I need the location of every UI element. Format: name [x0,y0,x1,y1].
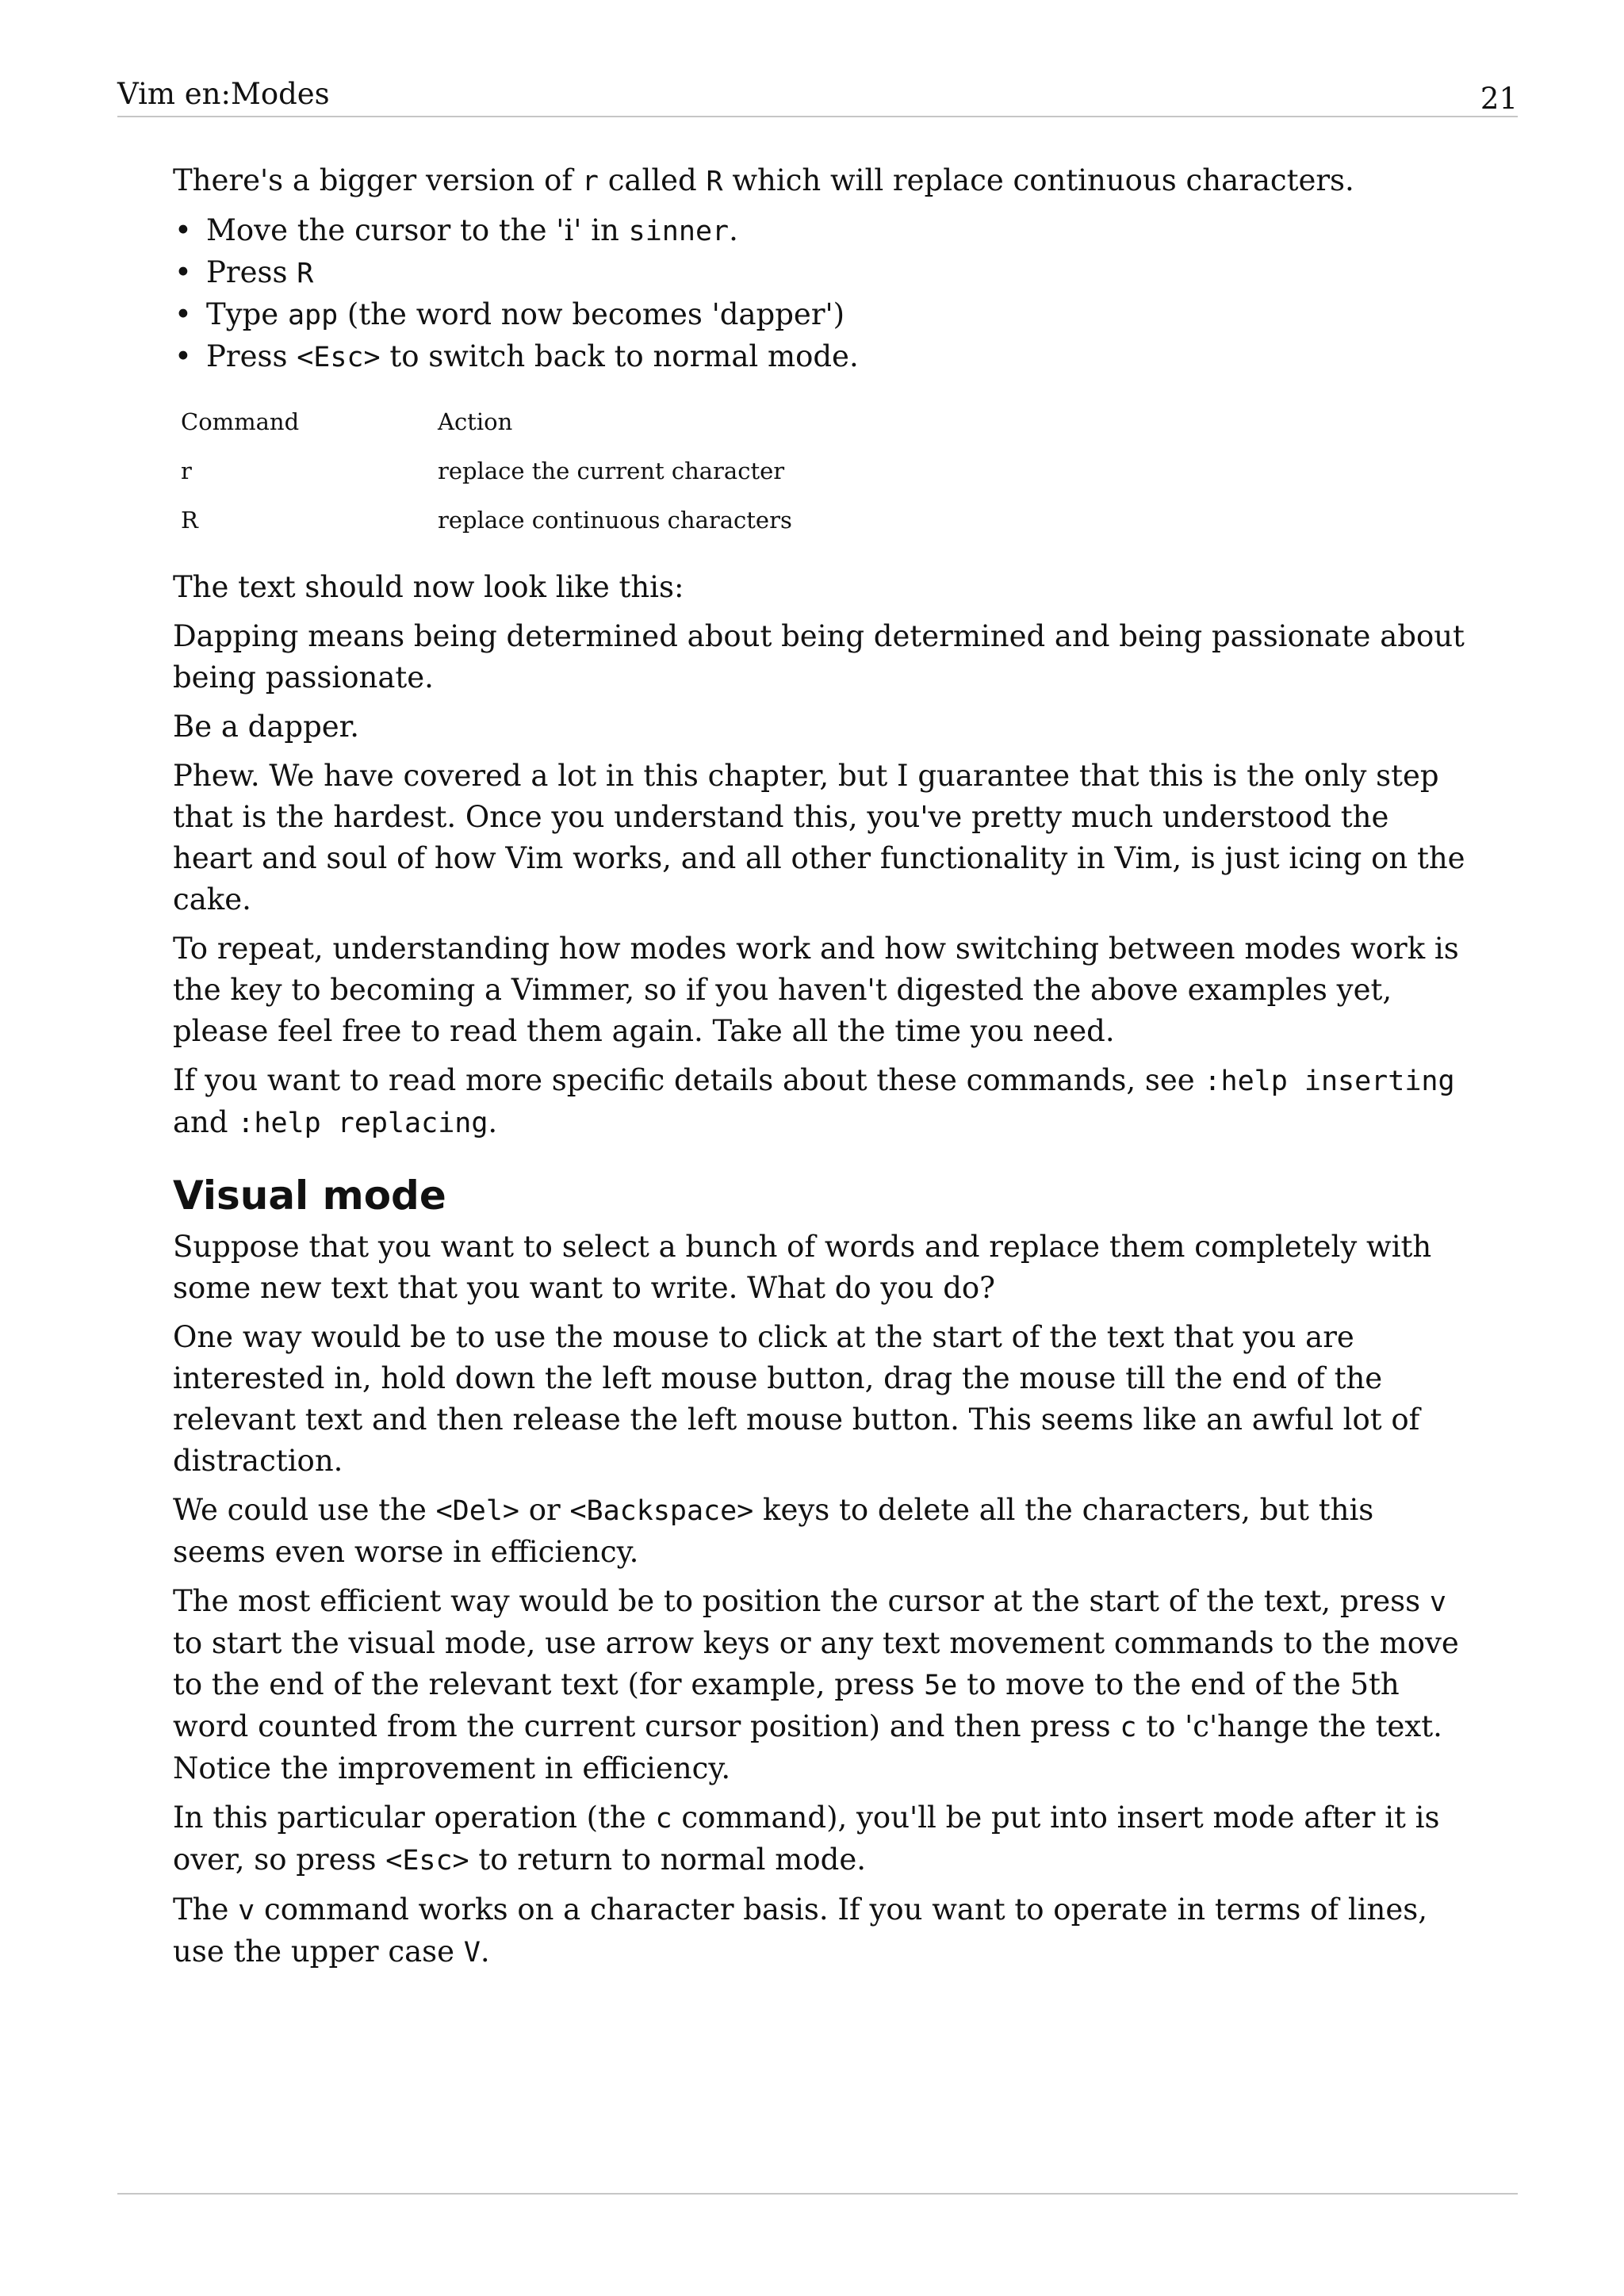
list-item [173,294,1473,336]
text-run: and [173,1105,238,1139]
table-header-cell: Command [181,408,300,435]
inline-code: v [1429,1586,1446,1618]
table-row [173,446,800,496]
text-run: to move to the end of the 5th word counted from the current cursor position) and then press [173,1667,1400,1743]
text-run: command), you'll be put into insert mode after it is over, so press [173,1800,1440,1877]
footer-rule [117,2193,1518,2195]
paragraph: One way would be to use the mouse to click at the start of the text that you are interested in, hold down the left mouse button, drag the mouse till the end of the relevant text and then release the left mouse button. This seems like an awful lot of distraction. [173,1320,1420,1478]
text-run: to start the visual mode, use arrow keys or any text movement commands to the move to the end of the relevant text (for example, press [173,1626,1459,1701]
command-table [173,397,800,545]
paragraph [173,1797,1473,1881]
section-heading: Visual mode [173,1173,446,1219]
inline-code: app [287,300,339,331]
table-header-cell: Action [438,408,513,435]
inline-code: :help inserting [1204,1066,1455,1097]
intro-paragraph [173,160,1473,202]
inline-code: <Esc> [385,1845,469,1877]
inline-code: :help replacing [237,1108,488,1139]
inline-code: V [463,1937,481,1969]
list-item [173,210,1473,252]
paragraph: To repeat, understanding how modes work and how switching between modes work is the key to becoming a Vimmer, so if you haven't digested the above examples yet, please feel free to read them again. Take all the time you need. [173,932,1459,1048]
inline-code: v [238,1895,255,1927]
inline-code: sinner [628,216,730,247]
inline-code: r [581,166,599,197]
paragraph: Dapping means being determined about being determined and being passionate about being passionate. [173,619,1465,695]
table-header-row [173,397,800,446]
inline-code: R [297,258,314,289]
text-run: called [598,163,707,197]
inline-code: <Del> [435,1495,519,1527]
text-run: We could use the [173,1493,436,1527]
text-run: In this particular operation (the [173,1800,656,1835]
text-run: . [488,1105,498,1139]
steps-list [173,210,1473,378]
text-run: or [519,1493,570,1527]
table-cell: replace the current character [438,457,785,484]
text-run: Move the cursor to the 'i' in [206,213,629,247]
inline-code: R [706,166,723,197]
text-run: . [729,213,738,247]
paragraph [173,1581,1473,1789]
text-run: There's a bigger version of [173,163,582,197]
running-title: Vim en:Modes [117,77,330,111]
list-item [173,252,1473,294]
paragraph: Be a dapper. [173,710,360,744]
inline-code: <Backspace> [569,1495,754,1527]
list-item [173,336,1473,378]
text-run: keys to delete all the characters, but this seems even worse in efficiency. [173,1493,1374,1569]
text-run: Press [206,255,297,289]
text-run: The most efficient way would be to position the cursor at the start of the text, press [173,1584,1430,1618]
inline-code: 5e [924,1670,958,1701]
text-run: which will replace continuous characters. [722,163,1354,197]
text-run: If you want to read more specific details about these commands, see [173,1063,1205,1097]
table-cell: r [181,457,192,484]
paragraph [173,1889,1473,1973]
paragraph [173,1060,1473,1144]
page-content [173,160,1473,1981]
page-header [117,75,1518,117]
inline-code: c [1120,1712,1137,1743]
table-cell: R [181,507,198,534]
text-run: The [173,1892,239,1927]
text-run: Type [206,297,288,331]
text-run: (the word now becomes 'dapper') [338,297,845,331]
text-run: to switch back to normal mode. [380,339,859,373]
table-cell: replace continuous characters [438,507,792,534]
inline-code: <Esc> [297,342,381,373]
text-run: . [480,1934,490,1969]
text-run: to return to normal mode. [469,1843,866,1877]
table-row [173,496,800,545]
inline-code: c [655,1803,672,1835]
page-number: 21 [1480,82,1518,116]
paragraph: Suppose that you want to select a bunch of words and replace them completely with some new text that you want to write. What do you do? [173,1230,1432,1305]
text-run: command works on a character basis. If you want to operate in terms of lines, use the upper case [173,1892,1428,1969]
paragraph [173,1490,1473,1573]
paragraph: Phew. We have covered a lot in this chapter, but I guarantee that this is the only step that is the hardest. Once you understand this, you've pretty much understood the heart and soul of how Vim works, and all other functionality in Vim, is just icing on the cake. [173,759,1465,916]
text-run: Press [206,339,297,373]
paragraph: The text should now look like this: [173,570,684,604]
text-run: to 'c'hange the text. Notice the improvement in efficiency. [173,1709,1442,1785]
